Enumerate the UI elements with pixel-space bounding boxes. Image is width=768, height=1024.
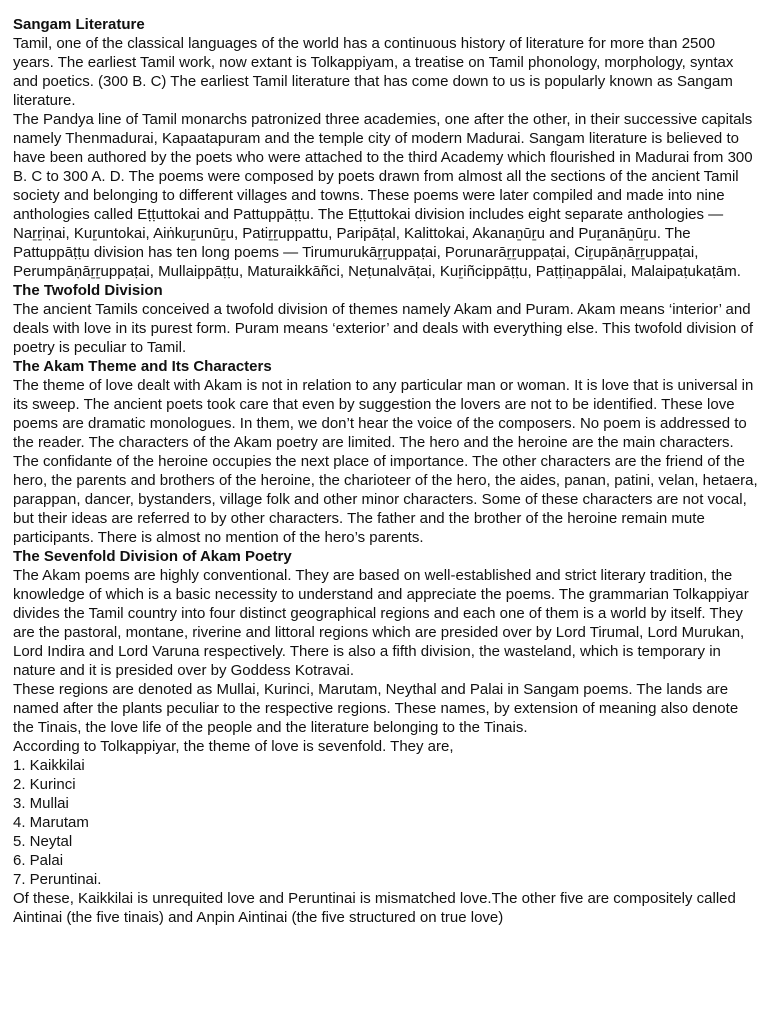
paragraph: According to Tolkappiyar, the theme of love is sevenfold. They are,	[13, 738, 454, 755]
section-sangam-literature	[13, 15, 758, 281]
list-item: 4. Marutam	[13, 814, 89, 831]
section-heading: The Sevenfold Division of Akam Poetry	[13, 548, 292, 565]
section-twofold-division	[13, 281, 758, 357]
section-heading: The Akam Theme and Its Characters	[13, 358, 272, 375]
section-heading: Sangam Literature	[13, 16, 145, 33]
paragraph: These regions are denoted as Mullai, Kurinci, Marutam, Neythal and Palai in Sangam poems. The lands are named after the plants peculiar to the respective regions. These names, by extension of meaning also denote the Tinais, the love life of the people and the literature belonging to the Tinais.	[13, 681, 739, 736]
closing-paragraph: Of these, Kaikkilai is unrequited love and Peruntinai is mismatched love.The other five are compositely called Aintinai (the five tinais) and Anpin Aintinai (the five structured on true love)	[13, 890, 736, 926]
list-item: 7. Peruntinai.	[13, 871, 102, 888]
paragraph: The Akam poems are highly conventional. They are based on well-established and strict literary tradition, the knowledge of which is a basic necessity to understand and appreciate the poems. The grammarian Tolkappiyar divides the Tamil country into four distinct geographical regions and each one of them is a world by itself. They are the pastoral, montane, riverine and littoral regions which are presided over by Lord Tirumal, Lord Murukan, Lord Indira and Lord Varuna respectively. There is also a fifth division, the wasteland, which is temporary in nature and it is presided over by Goddess Kotravai.	[13, 567, 749, 679]
paragraph: Tamil, one of the classical languages of the world has a continuous history of literature for more than 2500 years. The earliest Tamil work, now extant is Tolkappiyam, a treatise on Tamil phonology, morphology, syntax and poetics. (300 B. C) The earliest Tamil literature that has come down to us is popularly known as Sangam literature.	[13, 35, 734, 109]
section-sevenfold-division	[13, 547, 758, 927]
paragraph: The Pandya line of Tamil monarchs patronized three academies, one after the other, in their successive capitals namely Thenmadurai, Kapaatapuram and the temple city of modern Madurai. Sangam literature is believed to have been authored by the poets who were attached to the third Academy which flourished in Madurai from 300 B. C to 300 A. D. The poems were composed by poets drawn from almost all the sections of the ancient Tamil society and belonging to different villages and towns. These poems were later compiled and made into nine anthologies called Eṭṭuttokai and Pattuppāṭṭu. The Eṭṭuttokai division includes eight separate anthologies — Naṟṟiṇai, Kuṟuntokai, Aiṅkuṟunūṟu, Patiṟṟuppattu, Paripāṭal, Kalittokai, Akanaṉūṟu and Puṟanāṉūṟu. The Pattuppāṭṭu division has ten long poems — Tirumurukāṟṟuppaṭai, Porunarāṟṟuppaṭai, Ciṟupāṇāṟṟuppaṭai, Perumpāṇāṟṟuppaṭai, Mullaippāṭṭu, Maturaikkāñci, Neṭunalvāṭai, Kuṟiñcippāṭṭu, Paṭṭiṉappālai, Malaipaṭukaṭām.	[13, 111, 753, 280]
document-page	[13, 15, 758, 927]
paragraph: The theme of love dealt with Akam is not in relation to any particular man or woman. It is love that is universal in its sweep. The ancient poets took care that even by suggestion the lovers are not to be identified. These love poems are dramatic monologues. In them, we don’t hear the voice of the composers. No poem is addressed to the reader. The characters of the Akam poetry are limited. The hero and the heroine are the main characters. The confidante of the heroine occupies the next place of importance. The other characters are the friend of the hero, the parents and brothers of the heroine, the charioteer of the hero, the aides, panan, patini, velan, hetaera, parappan, dancer, bystanders, village folk and other minor characters. Some of these characters are not vocal, but their ideas are referred to by other characters. The father and the brother of the heroine remain mute participants. There is almost no mention of the hero’s parents.	[13, 377, 758, 546]
list-item: 1. Kaikkilai	[13, 757, 85, 774]
section-akam-theme	[13, 357, 758, 547]
list-item: 2. Kurinci	[13, 776, 76, 793]
list-item: 6. Palai	[13, 852, 64, 869]
section-heading: The Twofold Division	[13, 282, 163, 299]
paragraph: The ancient Tamils conceived a twofold division of themes namely Akam and Puram. Akam means ‘interior’ and deals with love in its purest form. Puram means ‘exterior’ and deals with everything else. This twofold division of poetry is peculiar to Tamil.	[13, 301, 754, 356]
tinai-list	[13, 756, 758, 889]
list-item: 5. Neytal	[13, 833, 73, 850]
list-item: 3. Mullai	[13, 795, 69, 812]
